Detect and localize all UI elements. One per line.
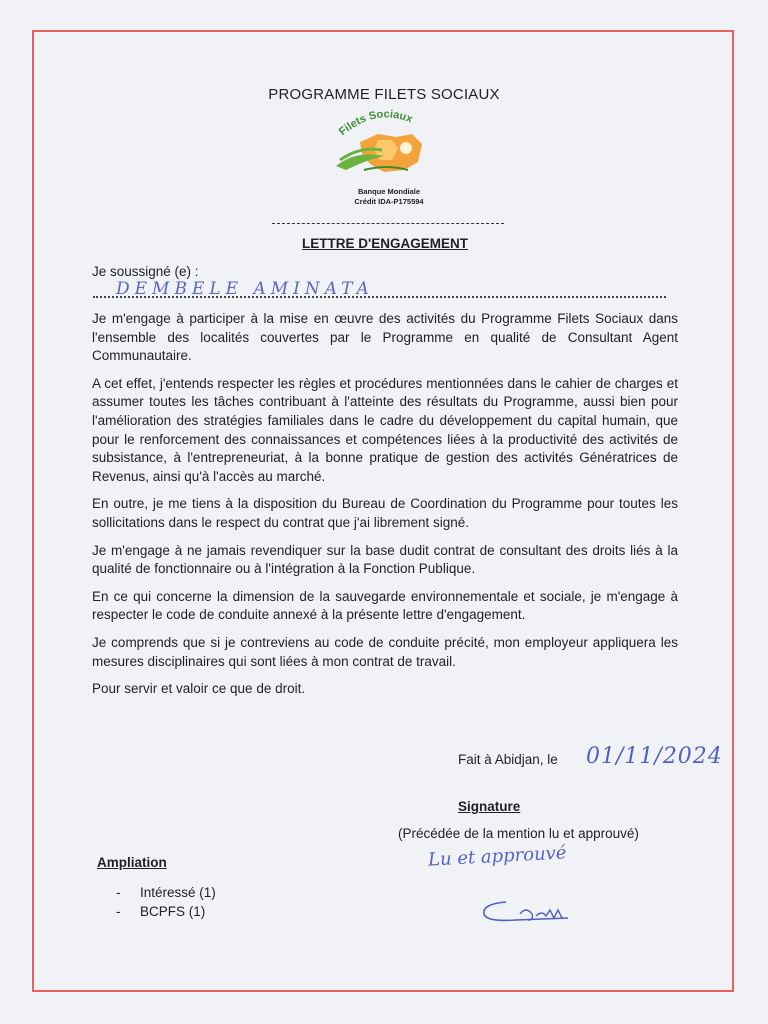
list-item (116, 902, 216, 921)
filets-sociaux-logo (326, 104, 438, 180)
signature-note: (Précédée de la mention lu et approuvé) (398, 826, 639, 841)
undersigned-label: Je soussigné (e) : (92, 264, 199, 279)
letter-body (92, 310, 678, 708)
paragraph-discipline: Je comprends que si je contreviens au code de conduite précité, mon employeur appliquera les mesures disciplinaires qui sont liées à mon contrat de travail. (92, 634, 678, 669)
logo-text: Filets Sociaux (336, 108, 415, 139)
paragraph-engagement: Je m'engage à participer à la mise en œuvre des activités du Programme Filets Sociaux dans l'ensemble des localités couvertes par le Programme en qualité de Consultant Agent Communautaire. (92, 311, 678, 364)
paragraph-rules: A cet effet, j'entends respecter les règles et procédures mentionnées dans le cahier de charges et assumer toutes les tâches contribuant à l'atteinte des résultats du Programme, aussi bien pour l'amélioration des stratégies familiales dans le cadre du développement du capital humain, que pour le renforcement des connaissances et compétences liées à la productivité des activités de subsistance, à l'entrepreneuriat, à la bonne pratique de gestion des activités Génératrices de Revenus, ainsi qu'à l'accès au marché. (92, 375, 678, 484)
bank-info (0, 187, 768, 207)
list-item-text: Intéressé (1) (140, 885, 216, 900)
svg-text:Filets Sociaux (337, 108, 415, 138)
program-title: PROGRAMME FILETS SOCIAUX (268, 86, 500, 103)
credit-number: Crédit IDA-P175594 (354, 197, 424, 206)
list-item-text: BCPFS (1) (140, 904, 206, 919)
paragraph-no-claim: Je m'engage à ne jamais revendiquer sur la base dudit contrat de consultant des droits liés à la qualité de fonctionnaire ou à l'intégration à la Fonction Publique. (92, 542, 678, 577)
paragraph-safeguard: En ce qui concerne la dimension de la sauvegarde environnementale et sociale, je m'engage à respecter le code de conduite annexé à la présente lettre d'engagement. (92, 588, 678, 623)
ampliation-title: Ampliation (97, 855, 167, 870)
letter-title: LETTRE D'ENGAGEMENT (302, 236, 468, 251)
ampliation-list (116, 883, 216, 921)
handwritten-mention: Lu et approuvé (427, 842, 567, 871)
place-label: Fait à Abidjan, le (458, 752, 558, 767)
handwritten-name: DEMBELE AMINATA (116, 279, 374, 299)
paragraph-availability: En outre, je me tiens à la disposition du Bureau de Coordination du Programme pour toutes les sollicitations dans le respect du contrat que j'ai librement signé. (92, 496, 678, 530)
bank-name: Banque Mondiale (357, 187, 421, 196)
bullet-dash: - (116, 885, 121, 900)
list-item (116, 883, 216, 902)
paragraph-closing: Pour servir et valoir ce que de droit. (92, 681, 306, 697)
divider-line (272, 223, 504, 224)
signature-title: Signature (458, 799, 521, 814)
bullet-dash: - (116, 904, 121, 919)
handwritten-signature (476, 892, 576, 932)
handwritten-date: 01/11/2024 (586, 744, 723, 769)
